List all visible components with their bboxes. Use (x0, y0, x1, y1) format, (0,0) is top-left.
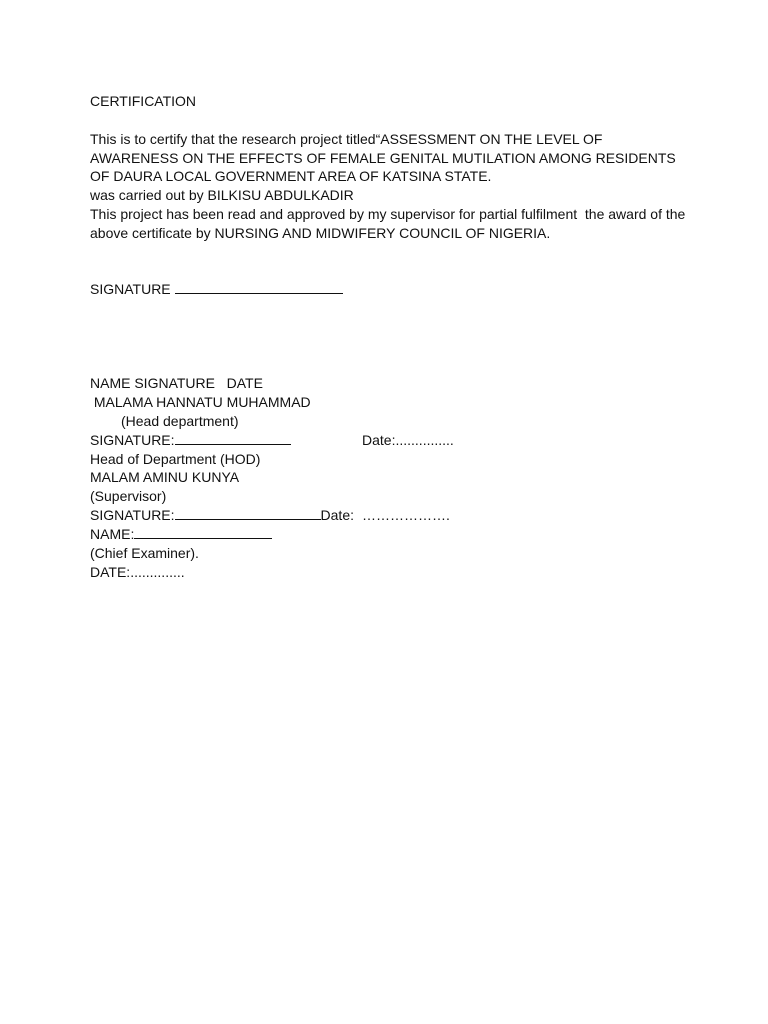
supervisor-signature-line (90, 506, 354, 525)
hod-name: MALAMA HANNATU MUHAMMAD (90, 394, 311, 410)
supervisor-date-dots: ………………. (362, 507, 450, 523)
body-line-6: above certificate by NURSING AND MIDWIFERY COUNCIL OF NIGERIA. (90, 225, 551, 241)
examiner-name-blank (134, 525, 272, 539)
body-line-5: This project has been read and approved by my supervisor for partial fulfilment the award of the (90, 206, 686, 222)
signature-line (90, 280, 343, 299)
signature-label: SIGNATURE (90, 281, 175, 297)
document-heading: CERTIFICATION (90, 93, 197, 109)
body-line-1: This is to certify that the research project titled“ASSESSMENT ON THE LEVEL OF (90, 131, 603, 147)
hod-role: (Head department) (121, 413, 239, 429)
hod-signature-label: SIGNATURE: (90, 432, 175, 448)
supervisor-signature-label: SIGNATURE: (90, 507, 175, 523)
supervisor-name: MALAM AMINU KUNYA (90, 469, 240, 485)
examiner-role: (Chief Examiner). (90, 545, 199, 561)
examiner-date: DATE:.............. (90, 564, 185, 580)
supervisor-date-label: Date: (320, 507, 354, 523)
body-line-4: was carried out by BILKISU ABDULKADIR (90, 187, 354, 203)
hod-date: Date:............... (362, 432, 454, 448)
supervisor-role: (Supervisor) (90, 488, 167, 504)
body-line-3: OF DAURA LOCAL GOVERNMENT AREA OF KATSINA STATE. (90, 168, 492, 184)
examiner-name-line (90, 525, 272, 544)
table-header: NAME SIGNATURE DATE (90, 375, 263, 391)
examiner-name-label: NAME: (90, 526, 135, 542)
signature-blank (175, 280, 343, 294)
body-line-2: AWARENESS ON THE EFFECTS OF FEMALE GENITAL MUTILATION AMONG RESIDENTS (90, 150, 676, 166)
hod-signature-line (90, 431, 291, 450)
hod-title: Head of Department (HOD) (90, 451, 261, 467)
supervisor-signature-blank (175, 506, 321, 520)
hod-signature-blank (175, 431, 291, 445)
